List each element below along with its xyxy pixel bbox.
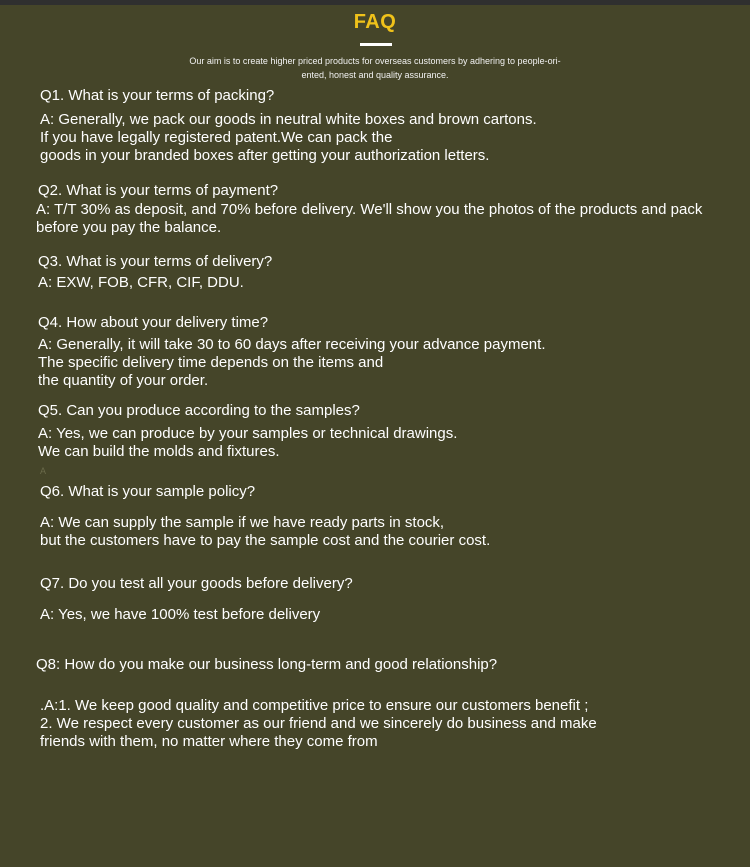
faq-answer-line: the quantity of your order. xyxy=(38,372,209,389)
faq-answer-7 xyxy=(40,606,320,624)
intro-line-2: ented, honest and quality assurance. xyxy=(301,70,449,80)
faq-answer-line: 2. We respect every customer as our friend and we sincerely do business and make xyxy=(40,715,597,732)
faq-answer-line: A: Generally, it will take 30 to 60 days after receiving your advance payment. xyxy=(38,336,546,353)
faq-answer-1 xyxy=(40,111,537,165)
faq-answer-line: The specific delivery time depends on the items and xyxy=(38,354,384,371)
faq-question-5: Q5. Can you produce according to the samples? xyxy=(38,402,360,419)
faq-question-1: Q1. What is your terms of packing? xyxy=(40,87,275,104)
faq-answer-3 xyxy=(38,274,244,292)
faq-answer-2 xyxy=(36,201,702,237)
faq-answer-line: friends with them, no matter where they come from xyxy=(40,733,378,750)
faq-question-4: Q4. How about your delivery time? xyxy=(38,314,269,331)
page-title: FAQ xyxy=(353,11,397,33)
faq-answer-line: A: Yes, we can produce by your samples or technical drawings. xyxy=(38,425,458,442)
stray-mark: A xyxy=(40,466,47,476)
faq-answer-line: A: T/T 30% as deposit, and 70% before delivery. We'll show you the photos of the products and pack xyxy=(36,201,703,218)
faq-answer-line: goods in your branded boxes after getting your authorization letters. xyxy=(40,147,490,164)
faq-question-2: Q2. What is your terms of payment? xyxy=(38,182,279,199)
faq-question-8: Q8: How do you make our business long-term and good relationship? xyxy=(36,656,498,673)
intro-text xyxy=(0,54,750,82)
faq-answer-line: If you have legally registered patent.We can pack the xyxy=(40,129,393,146)
faq-answer-line: .A:1. We keep good quality and competitive price to ensure our customers benefit ; xyxy=(40,697,589,714)
faq-answer-line: A: We can supply the sample if we have ready parts in stock, xyxy=(40,514,445,531)
faq-answer-4 xyxy=(38,336,545,390)
title-underline xyxy=(360,43,392,46)
faq-answer-line: We can build the molds and fixtures. xyxy=(38,443,280,460)
intro-line-1: Our aim is to create higher priced products for overseas customers by adhering to people-ori- xyxy=(189,56,561,66)
faq-answer-line: A: Yes, we have 100% test before delivery xyxy=(40,606,321,623)
faq-answer-line: before you pay the balance. xyxy=(36,219,222,236)
faq-question-6: Q6. What is your sample policy? xyxy=(40,483,256,500)
faq-answer-5 xyxy=(38,425,457,461)
faq-question-3: Q3. What is your terms of delivery? xyxy=(38,253,273,270)
top-bar xyxy=(0,0,750,5)
faq-question-7: Q7. Do you test all your goods before delivery? xyxy=(40,575,353,592)
faq-answer-line: A: EXW, FOB, CFR, CIF, DDU. xyxy=(38,274,244,291)
faq-answer-line: but the customers have to pay the sample cost and the courier cost. xyxy=(40,532,491,549)
faq-answer-line: A: Generally, we pack our goods in neutral white boxes and brown cartons. xyxy=(40,111,537,128)
faq-answer-6 xyxy=(40,514,490,550)
faq-answer-8 xyxy=(40,697,597,751)
